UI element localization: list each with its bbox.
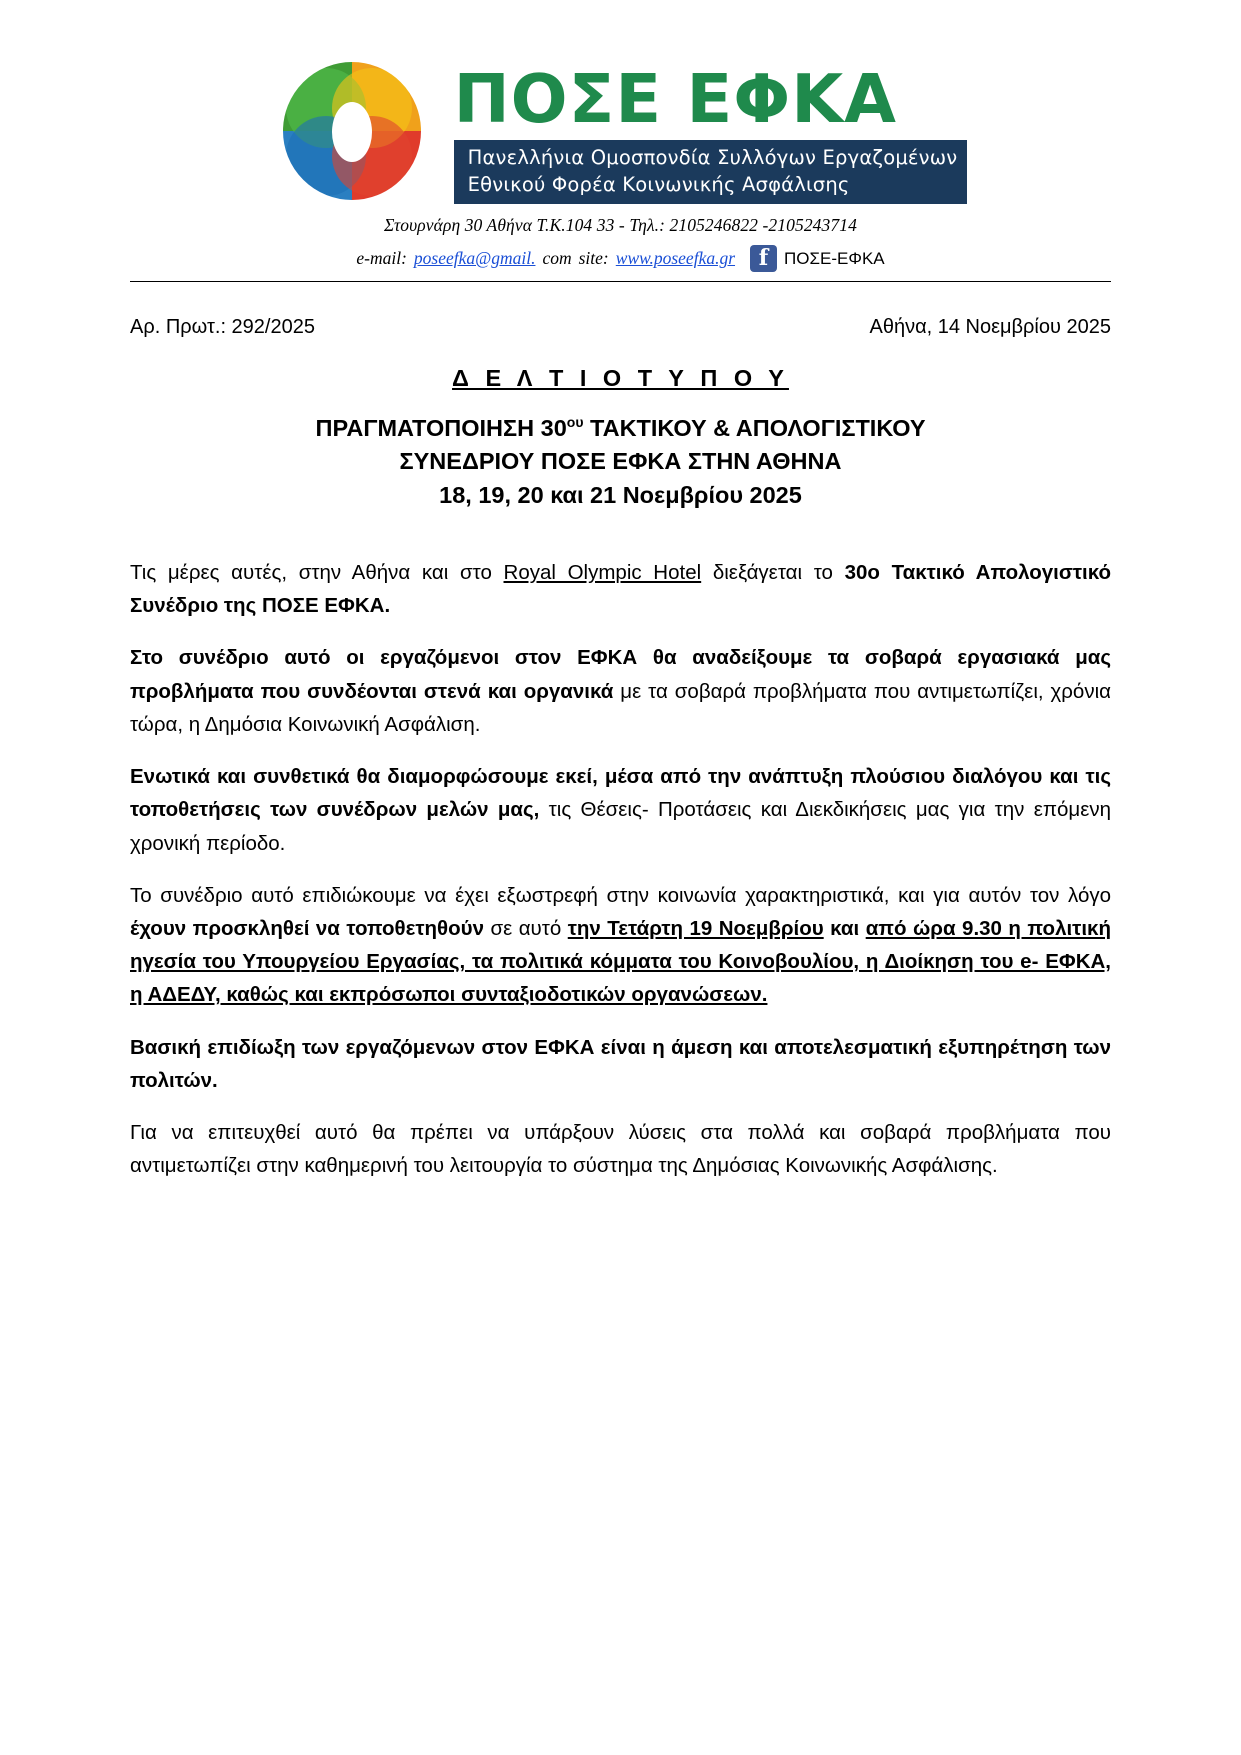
headline (130, 412, 1111, 512)
org-name: ΠΟΣΕ ΕΦΚΑ (453, 60, 897, 139)
paragraph-3 (130, 760, 1111, 860)
org-subtitle-line2: Εθνικού Φορέα Κοινωνικής Ασφάλισης (467, 172, 850, 196)
poseefka-logo-icon (264, 56, 440, 206)
paragraph-6: Για να επιτευχθεί αυτό θα πρέπει να υπάρξουν λύσεις στα πολλά και σοβαρά προβλήματα που αντιμετωπίζει στην καθημερινή του λειτουργία το σύστημα της Δημόσιας Κοινωνικής Ασφάλισης. (130, 1120, 1111, 1178)
logo-block (120, 56, 1111, 206)
p1-text-b: διεξάγεται το (701, 561, 845, 585)
headline-line3: 18, 19, 20 και 21 Νοεμβρίου 2025 (439, 481, 802, 508)
hotel-name: Royal Olympic Hotel (503, 561, 702, 585)
email-suffix: com (542, 248, 572, 268)
headline-ordinal-suffix: ου (566, 414, 584, 431)
place-date: Αθήνα, 14 Νοεμβρίου 2025 (869, 316, 1111, 338)
paragraph-5 (130, 1031, 1111, 1097)
p3-bold-lead: Ενωτικά και συνθετικά θα διαμορφώσουμε εκεί, μέσα από την ανάπτυξη πλούσιου διαλόγου και τις τοποθετήσεις των συνέδρων μελών μας, (130, 765, 1111, 822)
p4-text-c: και (823, 916, 866, 940)
p4-invitees-emphasis: από ώρα 9.30 η πολιτική ηγεσία του Υπουργείου Εργασίας, τα πολιτικά κόμματα του Κοινοβουλίου, η Διοίκηση του e- ΕΦΚΑ, η ΑΔΕΔΥ, καθώς και εκπρόσωποι συνταξιοδοτικών οργανώσεων. (130, 916, 1111, 1007)
p4-date-emphasis: την Τετάρτη 19 Νοεμβρίου (567, 916, 824, 940)
org-subtitle (454, 140, 968, 204)
contact-line (130, 245, 1111, 272)
p2-rest: με τα σοβαρά προβλήματα που αντιμετωπίζει, χρόνια τώρα, η Δημόσια Κοινωνική Ασφάλιση. (130, 679, 1111, 736)
p5-bold: Βασική επιδίωξη των εργαζόμενων στον ΕΦΚΑ είναι η άμεση και αποτελεσματική εξυπηρέτηση των πολιτών. (130, 1035, 1111, 1092)
email-link[interactable]: poseefka@gmail. (413, 248, 536, 268)
email-label: e-mail: (356, 248, 407, 268)
p2-bold-lead: Στο συνέδριο αυτό οι εργαζόμενοι στον ΕΦΚΑ θα αναδείξουμε τα σοβαρά εργασιακά μας προβλήματα που συνδέονται στενά και οργανικά (130, 646, 1111, 703)
headline-line1-a: ΠΡΑΓΜΑΤΟΠΟΙΗΣΗ 30 (315, 415, 567, 441)
p3-rest: τις Θέσεις- Προτάσεις και Διεκδικήσεις μας για την επόμενη χρονική περίοδο. (130, 798, 1111, 855)
facebook-label: ΠΟΣΕ-ΕΦΚΑ (784, 248, 885, 268)
p1-text-a: Τις μέρες αυτές, στην Αθήνα και στο (130, 561, 504, 585)
website-link[interactable]: www.poseefka.gr (615, 248, 736, 268)
org-subtitle-line1: Πανελλήνια Ομοσπονδία Συλλόγων Εργαζομένων (467, 146, 958, 170)
meta-row (130, 316, 1111, 339)
protocol-number: Αρ. Πρωτ.: 292/2025 (130, 316, 315, 338)
p1-congress-name: 30ο Τακτικό Απολογιστικό Συνέδριο της ΠΟΣΕ ΕΦΚΑ. (130, 561, 1112, 618)
headline-line2: ΣΥΝΕΔΡΙΟΥ ΠΟΣΕ ΕΦΚΑ ΣΤΗΝ ΑΘΗΝΑ (399, 448, 842, 475)
header-divider (130, 281, 1111, 282)
p4-text-b: σε αυτό (483, 916, 568, 940)
headline-line1-b: ΤΑΚΤΙΚΟΥ & ΑΠΟΛΟΓΙΣΤΙΚΟΥ (583, 415, 926, 441)
logo-text-block (454, 58, 968, 204)
address-line: Στουρνάρη 30 Αθήνα Τ.Κ.104 33 - Τηλ.: 2105246822 -2105243714 (384, 215, 857, 235)
paragraph-1 (130, 556, 1111, 622)
site-label: site: (578, 248, 609, 268)
paragraph-4 (130, 879, 1111, 1012)
paragraph-2 (130, 641, 1111, 741)
p4-text-a: Το συνέδριο αυτό επιδιώκουμε να έχει εξωστρεφή στην κοινωνία χαρακτηριστικά, και για αυτόν τον λόγο (130, 883, 1111, 907)
document-type-title: Δ Ε Λ Τ Ι Ο Τ Υ Π Ο Υ (452, 365, 789, 391)
letterhead (130, 56, 1111, 282)
body-text (130, 556, 1111, 1182)
facebook-icon[interactable]: f (750, 245, 777, 272)
p4-bold-a: έχουν προσκληθεί να τοποθετηθούν (130, 916, 484, 940)
